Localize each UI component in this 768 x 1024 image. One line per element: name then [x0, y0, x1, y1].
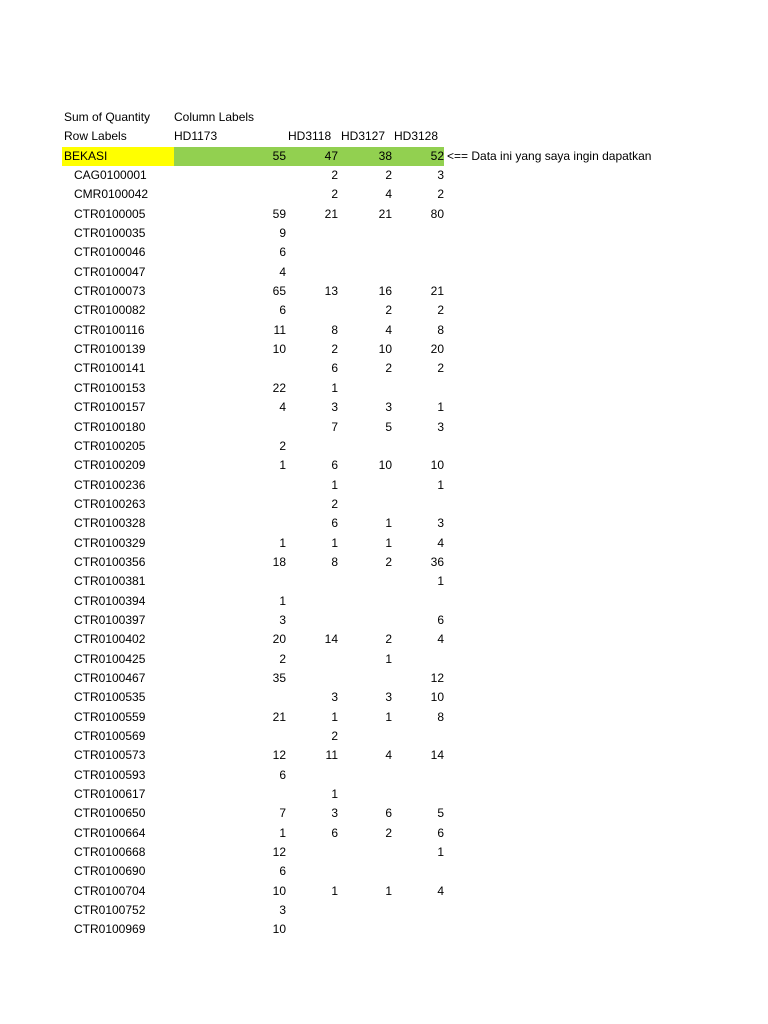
table-row: [0, 611, 768, 630]
row-label[interactable]: CTR0100690: [74, 864, 146, 879]
cell-hd3127[interactable]: 3: [385, 690, 392, 705]
cell-hd3127[interactable]: 2: [385, 303, 392, 318]
cell-hd3128[interactable]: [392, 592, 444, 611]
cell-hd3127[interactable]: 2: [385, 632, 392, 647]
cell-hd3128[interactable]: 1: [437, 400, 444, 415]
cell-hd3128[interactable]: 10: [430, 458, 444, 473]
cell-hd3128[interactable]: 21: [430, 284, 444, 299]
cell-hd3128[interactable]: 4: [437, 535, 444, 550]
cell-hd3127[interactable]: [338, 437, 392, 456]
cell-hd3128[interactable]: 4: [437, 632, 444, 647]
table-row: [0, 727, 768, 746]
table-row: [0, 321, 768, 340]
cell-hd3128[interactable]: [392, 862, 444, 881]
cell-hd3127[interactable]: 2: [385, 168, 392, 183]
corner-label[interactable]: Sum of Quantity: [64, 110, 151, 124]
table-row: [0, 205, 768, 224]
row-label[interactable]: CTR0100153: [74, 380, 146, 395]
cell-hd3127[interactable]: 1: [385, 883, 392, 898]
group-label[interactable]: BEKASI: [64, 148, 108, 163]
cell-hd1173[interactable]: 1: [279, 458, 286, 473]
cell-hd3118[interactable]: 2: [331, 187, 338, 202]
row-label[interactable]: CTR0100328: [74, 516, 146, 531]
table-row: [0, 456, 768, 475]
cell-hd3128[interactable]: [392, 920, 444, 939]
row-label[interactable]: CTR0100617: [74, 787, 146, 802]
table-row: [0, 901, 768, 920]
cell-hd3127[interactable]: 1: [385, 651, 392, 666]
table-row: [0, 650, 768, 669]
group-value-hd3127[interactable]: 38: [378, 148, 392, 163]
cell-hd1173[interactable]: 11: [273, 322, 286, 337]
cell-hd3127[interactable]: [338, 901, 392, 920]
row-label[interactable]: CTR0100535: [74, 690, 146, 705]
table-row: [0, 862, 768, 881]
cell-hd1173[interactable]: [174, 418, 286, 437]
cell-hd3118[interactable]: [286, 243, 338, 262]
cell-hd3128[interactable]: 8: [437, 322, 444, 337]
cell-hd3128[interactable]: [392, 263, 444, 282]
cell-hd3118[interactable]: [286, 650, 338, 669]
cell-hd3127[interactable]: [338, 572, 392, 591]
cell-hd3128[interactable]: 1: [437, 845, 444, 860]
cell-hd3128[interactable]: 8: [437, 709, 444, 724]
cell-hd3128[interactable]: 2: [437, 361, 444, 376]
cell-hd3127[interactable]: [338, 379, 392, 398]
row-label[interactable]: CTR0100263: [74, 496, 146, 511]
cell-hd3128[interactable]: 10: [430, 690, 444, 705]
cell-hd1173[interactable]: 10: [272, 922, 286, 937]
cell-hd3128[interactable]: 6: [437, 612, 444, 627]
annotation-note[interactable]: <== Data ini yang saya ingin dapatkan: [447, 148, 652, 163]
cell-hd1173[interactable]: 4: [279, 400, 286, 415]
pivot-data-rows: [0, 166, 768, 940]
cell-hd3118[interactable]: [286, 862, 338, 881]
cell-hd3127[interactable]: 1: [385, 516, 392, 531]
row-label[interactable]: CTR0100559: [74, 709, 146, 724]
table-row: [0, 534, 768, 553]
row-label[interactable]: CTR0100236: [74, 477, 146, 492]
table-row: [0, 572, 768, 591]
pivot-header-row-1: [0, 108, 768, 127]
cell-hd3118[interactable]: 13: [324, 284, 338, 299]
row-label[interactable]: CTR0100116: [74, 322, 145, 337]
cell-hd3118[interactable]: [286, 901, 338, 920]
row-label[interactable]: CTR0100005: [74, 206, 146, 221]
cell-hd3127[interactable]: 1: [385, 709, 392, 724]
cell-hd3118[interactable]: [286, 843, 338, 862]
row-label[interactable]: CTR0100397: [74, 612, 146, 627]
row-label[interactable]: CTR0100141: [74, 361, 146, 376]
cell-hd3118[interactable]: 1: [331, 709, 338, 724]
cell-hd3128[interactable]: 6: [437, 825, 444, 840]
table-row: [0, 766, 768, 785]
cell-hd1173[interactable]: 12: [272, 748, 286, 763]
cell-hd1173[interactable]: 6: [279, 245, 286, 260]
cell-hd3128[interactable]: [392, 437, 444, 456]
table-row: [0, 437, 768, 456]
table-row: [0, 476, 768, 495]
column-header-hd3118[interactable]: HD3118: [288, 129, 332, 144]
cell-hd3118[interactable]: [286, 572, 338, 591]
cell-hd3127[interactable]: 10: [378, 342, 392, 357]
row-label[interactable]: CTR0100082: [74, 303, 146, 318]
cell-hd3127[interactable]: [338, 785, 392, 804]
cell-hd1173[interactable]: [174, 514, 286, 533]
table-row: [0, 282, 768, 301]
group-value-hd3128[interactable]: 52: [430, 148, 444, 163]
table-row: [0, 804, 768, 823]
cell-hd3118[interactable]: [286, 224, 338, 243]
table-row: [0, 746, 768, 765]
cell-hd3118[interactable]: 6: [331, 516, 338, 531]
row-label[interactable]: CTR0100356: [74, 554, 146, 569]
table-row: [0, 592, 768, 611]
cell-hd3127[interactable]: 3: [385, 400, 392, 415]
cell-hd1173[interactable]: 3: [279, 903, 286, 918]
column-header-hd3127[interactable]: HD3127: [341, 129, 386, 144]
cell-hd3128[interactable]: [392, 766, 444, 785]
cell-hd3127[interactable]: 6: [385, 806, 392, 821]
cell-hd3127[interactable]: 4: [385, 322, 392, 337]
cell-hd1173[interactable]: [174, 785, 286, 804]
cell-hd3118[interactable]: 1: [331, 535, 338, 550]
cell-hd3128[interactable]: [392, 785, 444, 804]
cell-hd3118[interactable]: 11: [325, 748, 338, 763]
cell-hd3127[interactable]: [338, 592, 392, 611]
table-row: [0, 398, 768, 417]
cell-hd3128[interactable]: 20: [430, 342, 444, 357]
cell-hd1173[interactable]: 6: [279, 767, 286, 782]
table-row: [0, 785, 768, 804]
row-label[interactable]: CTR0100704: [74, 883, 146, 898]
table-row: [0, 514, 768, 533]
cell-hd1173[interactable]: 1: [279, 593, 286, 608]
table-row: [0, 263, 768, 282]
cell-hd3118[interactable]: [286, 669, 338, 688]
cell-hd1173[interactable]: [174, 185, 286, 204]
table-row: [0, 882, 768, 901]
cell-hd3128[interactable]: 2: [437, 303, 444, 318]
row-label[interactable]: CTR0100035: [74, 226, 146, 241]
cell-hd3118[interactable]: 2: [331, 496, 338, 511]
cell-hd3118[interactable]: 8: [331, 554, 338, 569]
cell-hd1173[interactable]: 1: [279, 535, 286, 550]
cell-hd3128[interactable]: [392, 650, 444, 669]
cell-hd3127[interactable]: 2: [385, 825, 392, 840]
cell-hd3118[interactable]: 3: [331, 690, 338, 705]
row-label[interactable]: CTR0100650: [74, 806, 146, 821]
cell-hd3127[interactable]: [338, 243, 392, 262]
cell-hd3118[interactable]: 2: [331, 729, 338, 743]
cell-hd1173[interactable]: 2: [279, 651, 286, 666]
row-label[interactable]: CTR0100569: [74, 729, 146, 743]
cell-hd3127[interactable]: [338, 611, 392, 630]
table-row: [0, 688, 768, 707]
cell-hd1173[interactable]: 10: [272, 883, 286, 898]
row-label[interactable]: CTR0100205: [74, 438, 146, 453]
cell-hd3118[interactable]: [286, 437, 338, 456]
cell-hd3128[interactable]: 1: [437, 574, 444, 589]
table-row: [0, 359, 768, 378]
cell-hd3127[interactable]: [338, 862, 392, 881]
cell-hd3128[interactable]: [392, 243, 444, 262]
table-row: [0, 340, 768, 359]
cell-hd3128[interactable]: 80: [430, 206, 444, 221]
cell-hd3127[interactable]: 1: [385, 535, 392, 550]
row-label[interactable]: CAG0100001: [74, 168, 147, 183]
cell-hd1173[interactable]: [174, 359, 286, 378]
cell-hd3127[interactable]: [338, 263, 392, 282]
cell-hd3127[interactable]: 5: [385, 419, 392, 434]
cell-hd3118[interactable]: [286, 766, 338, 785]
cell-hd3118[interactable]: 21: [324, 206, 338, 221]
cell-hd1173[interactable]: 10: [272, 342, 286, 357]
row-label[interactable]: CTR0100394: [74, 593, 146, 608]
cell-hd3128[interactable]: [392, 379, 444, 398]
cell-hd3118[interactable]: 2: [331, 168, 338, 183]
cell-hd3127[interactable]: 4: [385, 187, 392, 202]
cell-hd3127[interactable]: 21: [378, 206, 392, 221]
cell-hd1173[interactable]: 20: [272, 632, 286, 647]
column-labels-caption[interactable]: Column Labels: [174, 110, 255, 124]
cell-hd3128[interactable]: [392, 727, 444, 746]
cell-hd3128[interactable]: 12: [430, 670, 444, 685]
cell-hd3118[interactable]: [286, 611, 338, 630]
cell-hd3128[interactable]: 36: [430, 554, 444, 569]
cell-hd3118[interactable]: [286, 263, 338, 282]
row-label[interactable]: CTR0100329: [74, 535, 146, 550]
table-row: [0, 301, 768, 320]
row-label[interactable]: CTR0100180: [74, 419, 146, 434]
table-row: [0, 224, 768, 243]
cell-hd3118[interactable]: 7: [331, 419, 338, 434]
cell-hd3127[interactable]: [338, 920, 392, 939]
cell-hd3128[interactable]: 3: [437, 516, 444, 531]
cell-hd3128[interactable]: 5: [437, 806, 444, 821]
row-label[interactable]: CTR0100664: [74, 825, 146, 840]
table-row: [0, 166, 768, 185]
row-label[interactable]: CTR0100381: [74, 574, 146, 589]
cell-hd3118[interactable]: [286, 592, 338, 611]
group-row-bekasi: [0, 147, 768, 166]
cell-hd1173[interactable]: 9: [279, 226, 286, 241]
row-label[interactable]: CTR0100752: [74, 903, 146, 918]
table-row: [0, 630, 768, 649]
cell-hd3128[interactable]: 3: [437, 419, 444, 434]
row-label[interactable]: CTR0100139: [74, 342, 146, 357]
table-row: [0, 379, 768, 398]
column-header-hd3128[interactable]: HD3128: [394, 129, 439, 144]
row-label[interactable]: CTR0100073: [74, 284, 146, 299]
table-row: [0, 185, 768, 204]
cell-hd1173[interactable]: 59: [272, 206, 286, 221]
cell-hd3118[interactable]: 6: [331, 825, 338, 840]
row-label[interactable]: CTR0100425: [74, 651, 146, 666]
cell-hd3128[interactable]: 2: [437, 187, 444, 202]
table-row: [0, 843, 768, 862]
cell-hd3127[interactable]: [338, 495, 392, 514]
cell-hd1173[interactable]: 1: [279, 825, 286, 840]
row-labels-caption[interactable]: Row Labels: [64, 129, 127, 144]
cell-hd3127[interactable]: [338, 669, 392, 688]
row-label[interactable]: CTR0100402: [74, 632, 146, 647]
row-label[interactable]: CMR0100042: [74, 187, 149, 202]
cell-hd1173[interactable]: 21: [272, 709, 286, 724]
cell-hd3128[interactable]: 1: [437, 477, 444, 492]
row-label[interactable]: CTR0100467: [74, 670, 146, 685]
table-row: [0, 418, 768, 437]
cell-hd3128[interactable]: 3: [437, 168, 444, 183]
cell-hd1173[interactable]: [174, 572, 286, 591]
cell-hd1173[interactable]: [174, 727, 286, 746]
row-label[interactable]: CTR0100593: [74, 767, 146, 782]
cell-hd1173[interactable]: 7: [279, 806, 286, 821]
row-label[interactable]: CTR0100573: [74, 748, 146, 763]
pivot-header-row-2: [0, 127, 768, 146]
cell-hd3127[interactable]: 10: [378, 458, 392, 473]
cell-hd3127[interactable]: [338, 476, 392, 495]
cell-hd3127[interactable]: [338, 224, 392, 243]
cell-hd3118[interactable]: 8: [331, 322, 338, 337]
cell-hd3118[interactable]: 3: [331, 400, 338, 415]
cell-hd1173[interactable]: 4: [279, 264, 286, 279]
cell-hd3118[interactable]: 3: [331, 806, 338, 821]
row-label[interactable]: CTR0100209: [74, 458, 146, 473]
table-row: [0, 669, 768, 688]
cell-hd3128[interactable]: [392, 901, 444, 920]
cell-hd3118[interactable]: [286, 920, 338, 939]
row-label[interactable]: CTR0100668: [74, 845, 146, 860]
cell-hd3118[interactable]: 2: [331, 342, 338, 357]
cell-hd3118[interactable]: 6: [331, 361, 338, 376]
cell-hd3127[interactable]: [338, 843, 392, 862]
cell-hd3118[interactable]: 1: [331, 883, 338, 898]
cell-hd3127[interactable]: [338, 766, 392, 785]
cell-hd3118[interactable]: 1: [331, 787, 338, 802]
cell-hd3118[interactable]: 1: [331, 380, 338, 395]
cell-hd3128[interactable]: 14: [430, 748, 444, 763]
row-label[interactable]: CTR0100046: [74, 245, 146, 260]
cell-hd3127[interactable]: 16: [378, 284, 392, 299]
cell-hd3127[interactable]: [338, 727, 392, 746]
cell-hd1173[interactable]: 12: [272, 845, 286, 860]
cell-hd1173[interactable]: 3: [279, 612, 286, 627]
cell-hd3127[interactable]: 2: [385, 361, 392, 376]
cell-hd3128[interactable]: [392, 224, 444, 243]
cell-hd3118[interactable]: 1: [331, 477, 338, 492]
cell-hd1173[interactable]: 35: [272, 670, 286, 685]
row-label[interactable]: CTR0100047: [74, 264, 146, 279]
cell-hd3127[interactable]: 4: [385, 748, 392, 763]
table-row: [0, 708, 768, 727]
cell-hd1173[interactable]: [174, 495, 286, 514]
cell-hd1173[interactable]: 22: [272, 380, 286, 395]
cell-hd1173[interactable]: 6: [279, 303, 286, 318]
cell-hd3118[interactable]: [286, 301, 338, 320]
column-header-hd1173[interactable]: HD1173: [174, 129, 218, 144]
row-label[interactable]: CTR0100157: [74, 400, 146, 415]
cell-hd3128[interactable]: [392, 495, 444, 514]
cell-hd1173[interactable]: 65: [272, 284, 286, 299]
table-row: [0, 495, 768, 514]
pivot-table: [0, 108, 768, 940]
cell-hd3118[interactable]: 14: [324, 632, 338, 647]
table-row: [0, 243, 768, 262]
cell-hd1173[interactable]: 18: [272, 554, 286, 569]
row-label[interactable]: CTR0100969: [74, 922, 146, 937]
cell-hd1173[interactable]: [174, 166, 286, 185]
group-value-hd3118[interactable]: 47: [324, 148, 338, 163]
group-value-hd1173[interactable]: 55: [272, 148, 286, 163]
cell-hd3128[interactable]: 4: [437, 883, 444, 898]
cell-hd1173[interactable]: 2: [279, 438, 286, 453]
cell-hd1173[interactable]: [174, 476, 286, 495]
cell-hd1173[interactable]: [174, 688, 286, 707]
table-row: [0, 553, 768, 572]
cell-hd3127[interactable]: 2: [385, 554, 392, 569]
cell-hd3118[interactable]: 6: [331, 458, 338, 473]
table-row: [0, 824, 768, 843]
cell-hd1173[interactable]: 6: [279, 864, 286, 879]
table-row: [0, 920, 768, 939]
